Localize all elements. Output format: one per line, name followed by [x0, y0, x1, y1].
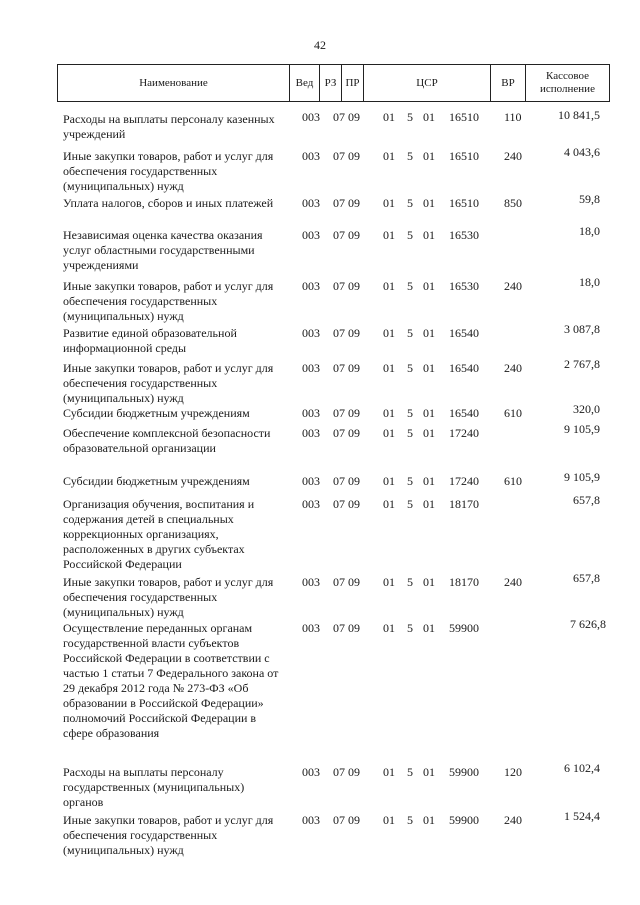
row-c1: 01 [383, 406, 395, 420]
row-name: Иные закупки товаров, работ и услуг для обеспечения государственных (муниципальных) нужд [63, 279, 274, 323]
row-rz: 07 [333, 196, 345, 210]
row-c3: 01 [423, 228, 435, 242]
row-c4: 59900 [449, 621, 479, 635]
row-c2: 5 [407, 279, 413, 293]
row-amount: 1 524,4 [564, 809, 600, 823]
row-name: Иные закупки товаров, работ и услуг для обеспечения государственных (муниципальных) нужд [63, 813, 274, 857]
row-ved: 003 [302, 765, 320, 779]
row-c1: 01 [383, 474, 395, 488]
row-c1: 01 [383, 621, 395, 635]
row-amount: 6 102,4 [564, 761, 600, 775]
row-ved: 003 [302, 228, 320, 242]
header-ved: Вед [290, 65, 320, 101]
row-amount: 3 087,8 [564, 322, 600, 336]
table-row [0, 322, 640, 355]
row-c1: 01 [383, 361, 395, 375]
row-ved: 003 [302, 326, 320, 340]
row-vr: 240 [504, 149, 522, 163]
row-name: Субсидии бюджетным учреждениям [63, 406, 250, 420]
row-c4: 16540 [449, 406, 479, 420]
row-rz: 07 [333, 474, 345, 488]
row-vr: 110 [504, 110, 522, 124]
row-vr: 240 [504, 361, 522, 375]
row-amount: 657,8 [573, 571, 600, 585]
row-name: Организация обучения, воспитания и содержания детей в специальных коррекционных организациях, расположенных в других субъектах Российской Федерации [63, 497, 255, 571]
row-c1: 01 [383, 575, 395, 589]
row-vr: 610 [504, 406, 522, 420]
header-name: Наименование [58, 65, 290, 101]
row-rz: 07 [333, 426, 345, 440]
row-name: Расходы на выплаты персоналу государственных (муниципальных) органов [63, 765, 245, 809]
row-name: Независимая оценка качества оказания услуг областными государственными учреждениями [63, 228, 263, 272]
table-row [0, 224, 640, 272]
row-pr: 09 [348, 426, 360, 440]
row-pr: 09 [348, 406, 360, 420]
row-c3: 01 [423, 497, 435, 511]
row-rz: 07 [333, 279, 345, 293]
row-c3: 01 [423, 621, 435, 635]
row-amount: 4 043,6 [564, 145, 600, 159]
row-ved: 003 [302, 497, 320, 511]
table-row [0, 571, 640, 619]
row-c4: 18170 [449, 575, 479, 589]
table-row [0, 761, 640, 809]
row-pr: 09 [348, 228, 360, 242]
table-row [0, 275, 640, 323]
row-rz: 07 [333, 575, 345, 589]
row-vr: 610 [504, 474, 522, 488]
row-pr: 09 [348, 326, 360, 340]
table-row [0, 357, 640, 405]
row-pr: 09 [348, 149, 360, 163]
header-cash: Кассовое исполнение [540, 70, 595, 95]
row-rz: 07 [333, 406, 345, 420]
row-ved: 003 [302, 575, 320, 589]
table-row [0, 493, 640, 571]
row-c2: 5 [407, 813, 413, 827]
table-row [0, 192, 640, 211]
row-pr: 09 [348, 279, 360, 293]
header-csr: ЦСР [364, 65, 491, 101]
row-rz: 07 [333, 228, 345, 242]
row-ved: 003 [302, 279, 320, 293]
row-vr: 240 [504, 575, 522, 589]
row-name: Расходы на выплаты персоналу казенных учреждений [63, 112, 275, 141]
row-c2: 5 [407, 497, 413, 511]
row-c4: 16540 [449, 361, 479, 375]
row-c4: 16530 [449, 228, 479, 242]
row-ved: 003 [302, 361, 320, 375]
row-pr: 09 [348, 110, 360, 124]
row-pr: 09 [348, 474, 360, 488]
row-rz: 07 [333, 765, 345, 779]
row-c2: 5 [407, 110, 413, 124]
row-c3: 01 [423, 575, 435, 589]
table-row [0, 145, 640, 193]
row-c2: 5 [407, 361, 413, 375]
table-row [0, 470, 640, 489]
row-c2: 5 [407, 228, 413, 242]
row-ved: 003 [302, 110, 320, 124]
row-ved: 003 [302, 813, 320, 827]
row-c2: 5 [407, 326, 413, 340]
row-c4: 16510 [449, 110, 479, 124]
row-amount: 59,8 [579, 192, 600, 206]
row-name: Иные закупки товаров, работ и услуг для обеспечения государственных (муниципальных) нужд [63, 361, 274, 405]
row-ved: 003 [302, 196, 320, 210]
row-name: Иные закупки товаров, работ и услуг для обеспечения государственных (муниципальных) нужд [63, 149, 274, 193]
row-name: Обеспечение комплексной безопасности образовательной организации [63, 426, 271, 455]
row-c3: 01 [423, 196, 435, 210]
row-c4: 59900 [449, 813, 479, 827]
row-c1: 01 [383, 497, 395, 511]
row-c2: 5 [407, 575, 413, 589]
row-c3: 01 [423, 765, 435, 779]
row-rz: 07 [333, 326, 345, 340]
row-c3: 01 [423, 474, 435, 488]
row-amount: 657,8 [573, 493, 600, 507]
row-amount: 18,0 [579, 224, 600, 238]
row-pr: 09 [348, 765, 360, 779]
row-c4: 59900 [449, 765, 479, 779]
row-c1: 01 [383, 279, 395, 293]
row-rz: 07 [333, 149, 345, 163]
row-c1: 01 [383, 765, 395, 779]
row-vr: 120 [504, 765, 522, 779]
row-name: Иные закупки товаров, работ и услуг для обеспечения государственных (муниципальных) нужд [63, 575, 274, 619]
row-ved: 003 [302, 149, 320, 163]
row-ved: 003 [302, 621, 320, 635]
row-c4: 16510 [449, 196, 479, 210]
header-pr: ПР [342, 65, 364, 101]
row-c2: 5 [407, 196, 413, 210]
row-pr: 09 [348, 813, 360, 827]
row-c4: 17240 [449, 474, 479, 488]
table-row [0, 402, 640, 421]
row-vr: 850 [504, 196, 522, 210]
row-name: Уплата налогов, сборов и иных платежей [63, 196, 274, 210]
row-rz: 07 [333, 110, 345, 124]
row-c1: 01 [383, 813, 395, 827]
row-pr: 09 [348, 497, 360, 511]
row-c3: 01 [423, 110, 435, 124]
row-rz: 07 [333, 813, 345, 827]
row-c1: 01 [383, 426, 395, 440]
row-rz: 07 [333, 361, 345, 375]
row-c4: 16540 [449, 326, 479, 340]
row-c4: 16510 [449, 149, 479, 163]
row-ved: 003 [302, 406, 320, 420]
row-c2: 5 [407, 621, 413, 635]
row-rz: 07 [333, 621, 345, 635]
row-amount: 18,0 [579, 275, 600, 289]
row-amount: 9 105,9 [564, 470, 600, 484]
row-c2: 5 [407, 406, 413, 420]
table-header [57, 64, 610, 102]
row-amount: 10 841,5 [558, 108, 600, 122]
table-row [0, 617, 640, 740]
row-c2: 5 [407, 765, 413, 779]
row-vr: 240 [504, 279, 522, 293]
row-c1: 01 [383, 326, 395, 340]
row-name: Субсидии бюджетным учреждениям [63, 474, 250, 488]
row-c3: 01 [423, 426, 435, 440]
row-c1: 01 [383, 196, 395, 210]
row-pr: 09 [348, 575, 360, 589]
table-row [0, 108, 640, 141]
row-c1: 01 [383, 228, 395, 242]
row-ved: 003 [302, 426, 320, 440]
row-name: Осуществление переданных органам государственной власти субъектов Российской Федерации в соответствии с частью 1 статьи 7 Федерального закона от 29 декабря 2012 года № 273-ФЗ «Об образовании в Российской Федерации» полномочий Российской Федерации в сфере образования [63, 621, 279, 740]
row-c4: 16530 [449, 279, 479, 293]
table-row [0, 809, 640, 857]
header-rz: РЗ [320, 65, 342, 101]
row-rz: 07 [333, 497, 345, 511]
row-ved: 003 [302, 474, 320, 488]
row-c3: 01 [423, 813, 435, 827]
row-amount: 9 105,9 [564, 422, 600, 436]
row-c3: 01 [423, 361, 435, 375]
row-c2: 5 [407, 474, 413, 488]
row-amount: 320,0 [573, 402, 600, 416]
row-pr: 09 [348, 361, 360, 375]
row-name: Развитие единой образовательной информационной среды [63, 326, 237, 355]
page-number: 42 [314, 38, 326, 52]
row-c3: 01 [423, 326, 435, 340]
row-c4: 18170 [449, 497, 479, 511]
row-c4: 17240 [449, 426, 479, 440]
row-c3: 01 [423, 406, 435, 420]
row-vr: 240 [504, 813, 522, 827]
table-row [0, 422, 640, 455]
header-vr: ВР [491, 65, 526, 101]
row-c2: 5 [407, 426, 413, 440]
row-amount: 2 767,8 [564, 357, 600, 371]
row-pr: 09 [348, 196, 360, 210]
row-c1: 01 [383, 110, 395, 124]
row-c2: 5 [407, 149, 413, 163]
row-c3: 01 [423, 279, 435, 293]
row-c1: 01 [383, 149, 395, 163]
row-c3: 01 [423, 149, 435, 163]
row-amount: 7 626,8 [570, 617, 606, 631]
row-pr: 09 [348, 621, 360, 635]
